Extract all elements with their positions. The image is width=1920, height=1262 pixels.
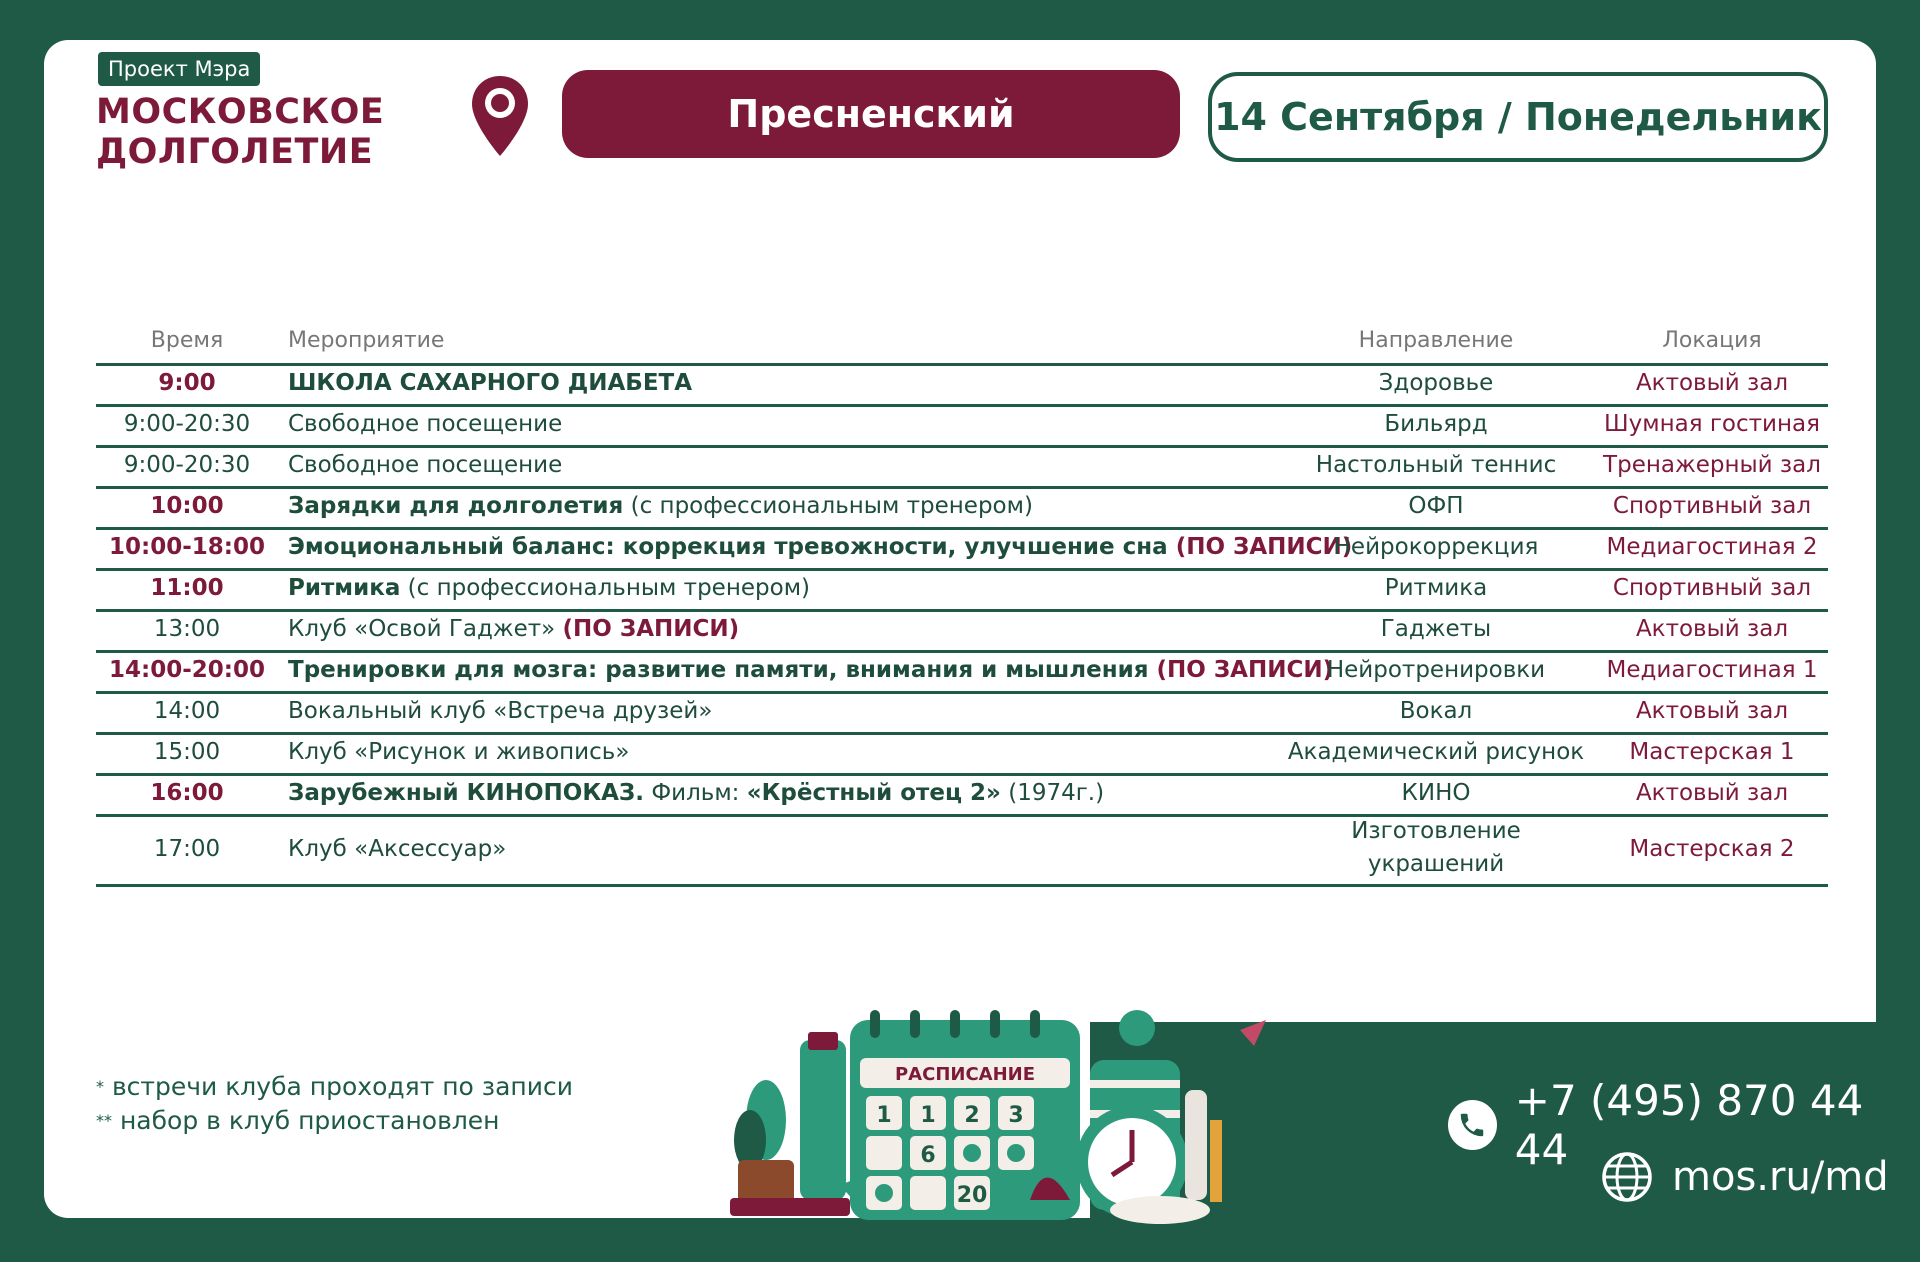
district-banner: Пресненский bbox=[562, 70, 1180, 158]
row-event: Клуб «Рисунок и живопись» bbox=[288, 739, 630, 765]
row-time: 13:00 bbox=[153, 616, 221, 642]
row-direction: Нейрокоррекция bbox=[1333, 534, 1539, 560]
table-rule bbox=[96, 363, 1828, 366]
calendar-day: 1 bbox=[920, 1103, 936, 1128]
row-direction-line-2: украшений bbox=[1367, 851, 1505, 877]
table-row bbox=[96, 818, 1828, 884]
row-event: Клуб «Аксессуар» bbox=[288, 836, 507, 862]
row-location: Шумная гостиная bbox=[1604, 411, 1820, 437]
date-pill: 14 Сентября / Понедельник bbox=[1208, 72, 1828, 162]
row-time: 9:00 bbox=[158, 370, 216, 396]
event-rest-2: (1974г.) bbox=[1000, 780, 1105, 806]
row-direction: Академический рисунок bbox=[1287, 739, 1585, 765]
sign-up-note: (ПО ЗАПИСИ) bbox=[1175, 534, 1353, 560]
row-location: Мастерская 2 bbox=[1629, 836, 1795, 862]
row-location: Мастерская 1 bbox=[1629, 739, 1795, 765]
row-location: Медиагостиная 2 bbox=[1606, 534, 1818, 560]
table-rule bbox=[96, 732, 1828, 735]
table-header bbox=[96, 324, 1828, 362]
row-direction: Гаджеты bbox=[1380, 616, 1492, 642]
row-direction: Ритмика bbox=[1384, 575, 1488, 601]
sign-up-note: (ПО ЗАПИСИ) bbox=[1156, 657, 1334, 683]
calendar-day: 6 bbox=[920, 1143, 936, 1168]
footnote-1 bbox=[96, 1070, 573, 1104]
footnote-2-text: набор в клуб приостановлен bbox=[119, 1106, 500, 1135]
table-rule bbox=[96, 445, 1828, 448]
row-location: Актовый зал bbox=[1635, 698, 1789, 724]
row-location: Тренажерный зал bbox=[1603, 452, 1821, 478]
row-event: Свободное посещение bbox=[288, 452, 563, 478]
location-pin-icon bbox=[470, 74, 530, 158]
event-rest: (с профессиональным тренером) bbox=[623, 493, 1033, 519]
table-rule bbox=[96, 650, 1828, 653]
row-event bbox=[288, 575, 1348, 601]
row-direction: ОФП bbox=[1408, 493, 1464, 519]
calendar-day: 2 bbox=[964, 1103, 980, 1128]
row-direction: КИНО bbox=[1401, 780, 1471, 806]
event-bold: Зарубежный КИНОПОКАЗ. bbox=[288, 780, 645, 806]
sign-up-note: (ПО ЗАПИСИ) bbox=[562, 616, 740, 642]
table-rule bbox=[96, 609, 1828, 612]
row-direction-line-1: Изготовление bbox=[1351, 818, 1521, 844]
row-event bbox=[288, 493, 1348, 519]
row-time: 17:00 bbox=[153, 836, 221, 862]
row-location: Актовый зал bbox=[1635, 780, 1789, 806]
event-plain: Клуб «Освой Гаджет» bbox=[288, 616, 563, 642]
globe-icon bbox=[1600, 1150, 1654, 1204]
row-direction: Нейротренировки bbox=[1326, 657, 1546, 683]
row-time: 14:00-20:00 bbox=[109, 657, 265, 683]
row-location: Спортивный зал bbox=[1612, 493, 1812, 519]
logo-line-2: ДОЛГОЛЕТИЕ bbox=[96, 132, 374, 172]
footnote-2 bbox=[96, 1104, 573, 1138]
table-rule bbox=[96, 884, 1828, 887]
table-rule bbox=[96, 527, 1828, 530]
row-event bbox=[288, 780, 1348, 806]
row-event bbox=[288, 534, 1353, 560]
header-location: Локация bbox=[1662, 328, 1762, 353]
row-time: 9:00-20:30 bbox=[123, 452, 251, 478]
calendar-day: 1 bbox=[876, 1103, 892, 1128]
row-direction: Настольный теннис bbox=[1315, 452, 1557, 478]
event-rest: Фильм: bbox=[644, 780, 747, 806]
double-asterisk-icon: ** bbox=[96, 1111, 112, 1130]
footnotes bbox=[96, 1070, 573, 1138]
logo-line-1: МОСКОВСКОЕ bbox=[96, 92, 385, 132]
row-time: 10:00-18:00 bbox=[109, 534, 265, 560]
phone-icon bbox=[1448, 1100, 1497, 1150]
event-bold: Зарядки для долголетия bbox=[288, 493, 624, 519]
row-time: 11:00 bbox=[150, 575, 224, 601]
calendar-day: 3 bbox=[1008, 1103, 1024, 1128]
row-location: Актовый зал bbox=[1635, 616, 1789, 642]
row-time: 14:00 bbox=[153, 698, 221, 724]
table-rule bbox=[96, 691, 1828, 694]
row-event bbox=[288, 657, 1348, 683]
row-time: 10:00 bbox=[150, 493, 224, 519]
logo-tag: Проект Мэра bbox=[98, 52, 260, 86]
asterisk-icon: * bbox=[96, 1077, 104, 1096]
table-rule bbox=[96, 568, 1828, 571]
website-contact bbox=[1600, 1150, 1889, 1204]
website-link[interactable]: mos.ru/md bbox=[1672, 1154, 1889, 1200]
event-rest: (с профессиональным тренером) bbox=[400, 575, 811, 601]
phone-number[interactable]: +7 (495) 870 44 44 bbox=[1514, 1076, 1864, 1174]
event-bold: Эмоциональный баланс: коррекция тревожности, улучшение сна bbox=[288, 534, 1176, 560]
calendar-day: 20 bbox=[956, 1183, 988, 1208]
event-bold: Тренировки для мозга: развитие памяти, внимания и мышления bbox=[288, 657, 1157, 683]
row-direction: Здоровье bbox=[1378, 370, 1494, 396]
row-time: 16:00 bbox=[150, 780, 224, 806]
header-direction: Направление bbox=[1358, 328, 1514, 353]
row-direction: Вокал bbox=[1399, 698, 1473, 724]
row-event: ШКОЛА САХАРНОГО ДИАБЕТА bbox=[288, 370, 693, 396]
row-location: Актовый зал bbox=[1635, 370, 1789, 396]
row-event: Вокальный клуб «Встреча друзей» bbox=[288, 698, 713, 724]
table-rule bbox=[96, 773, 1828, 776]
row-time: 15:00 bbox=[153, 739, 221, 765]
event-bold-2: «Крёстный отец 2» bbox=[746, 780, 1001, 806]
header-event: Мероприятие bbox=[288, 328, 445, 353]
row-direction: Бильярд bbox=[1384, 411, 1488, 437]
row-location: Медиагостиная 1 bbox=[1606, 657, 1818, 683]
schedule-illustration bbox=[700, 970, 1300, 1230]
table-rule bbox=[96, 486, 1828, 489]
table-rule bbox=[96, 404, 1828, 407]
event-bold: Ритмика bbox=[288, 575, 401, 601]
row-location: Спортивный зал bbox=[1612, 575, 1812, 601]
row-time: 9:00-20:30 bbox=[123, 411, 251, 437]
row-event bbox=[288, 616, 1348, 642]
calendar-label: РАСПИСАНИЕ bbox=[894, 1064, 1036, 1085]
table-rule bbox=[96, 814, 1828, 817]
footnote-1-text: встречи клуба проходят по записи bbox=[111, 1072, 573, 1101]
header-time: Время bbox=[150, 328, 224, 353]
row-event: Свободное посещение bbox=[288, 411, 563, 437]
